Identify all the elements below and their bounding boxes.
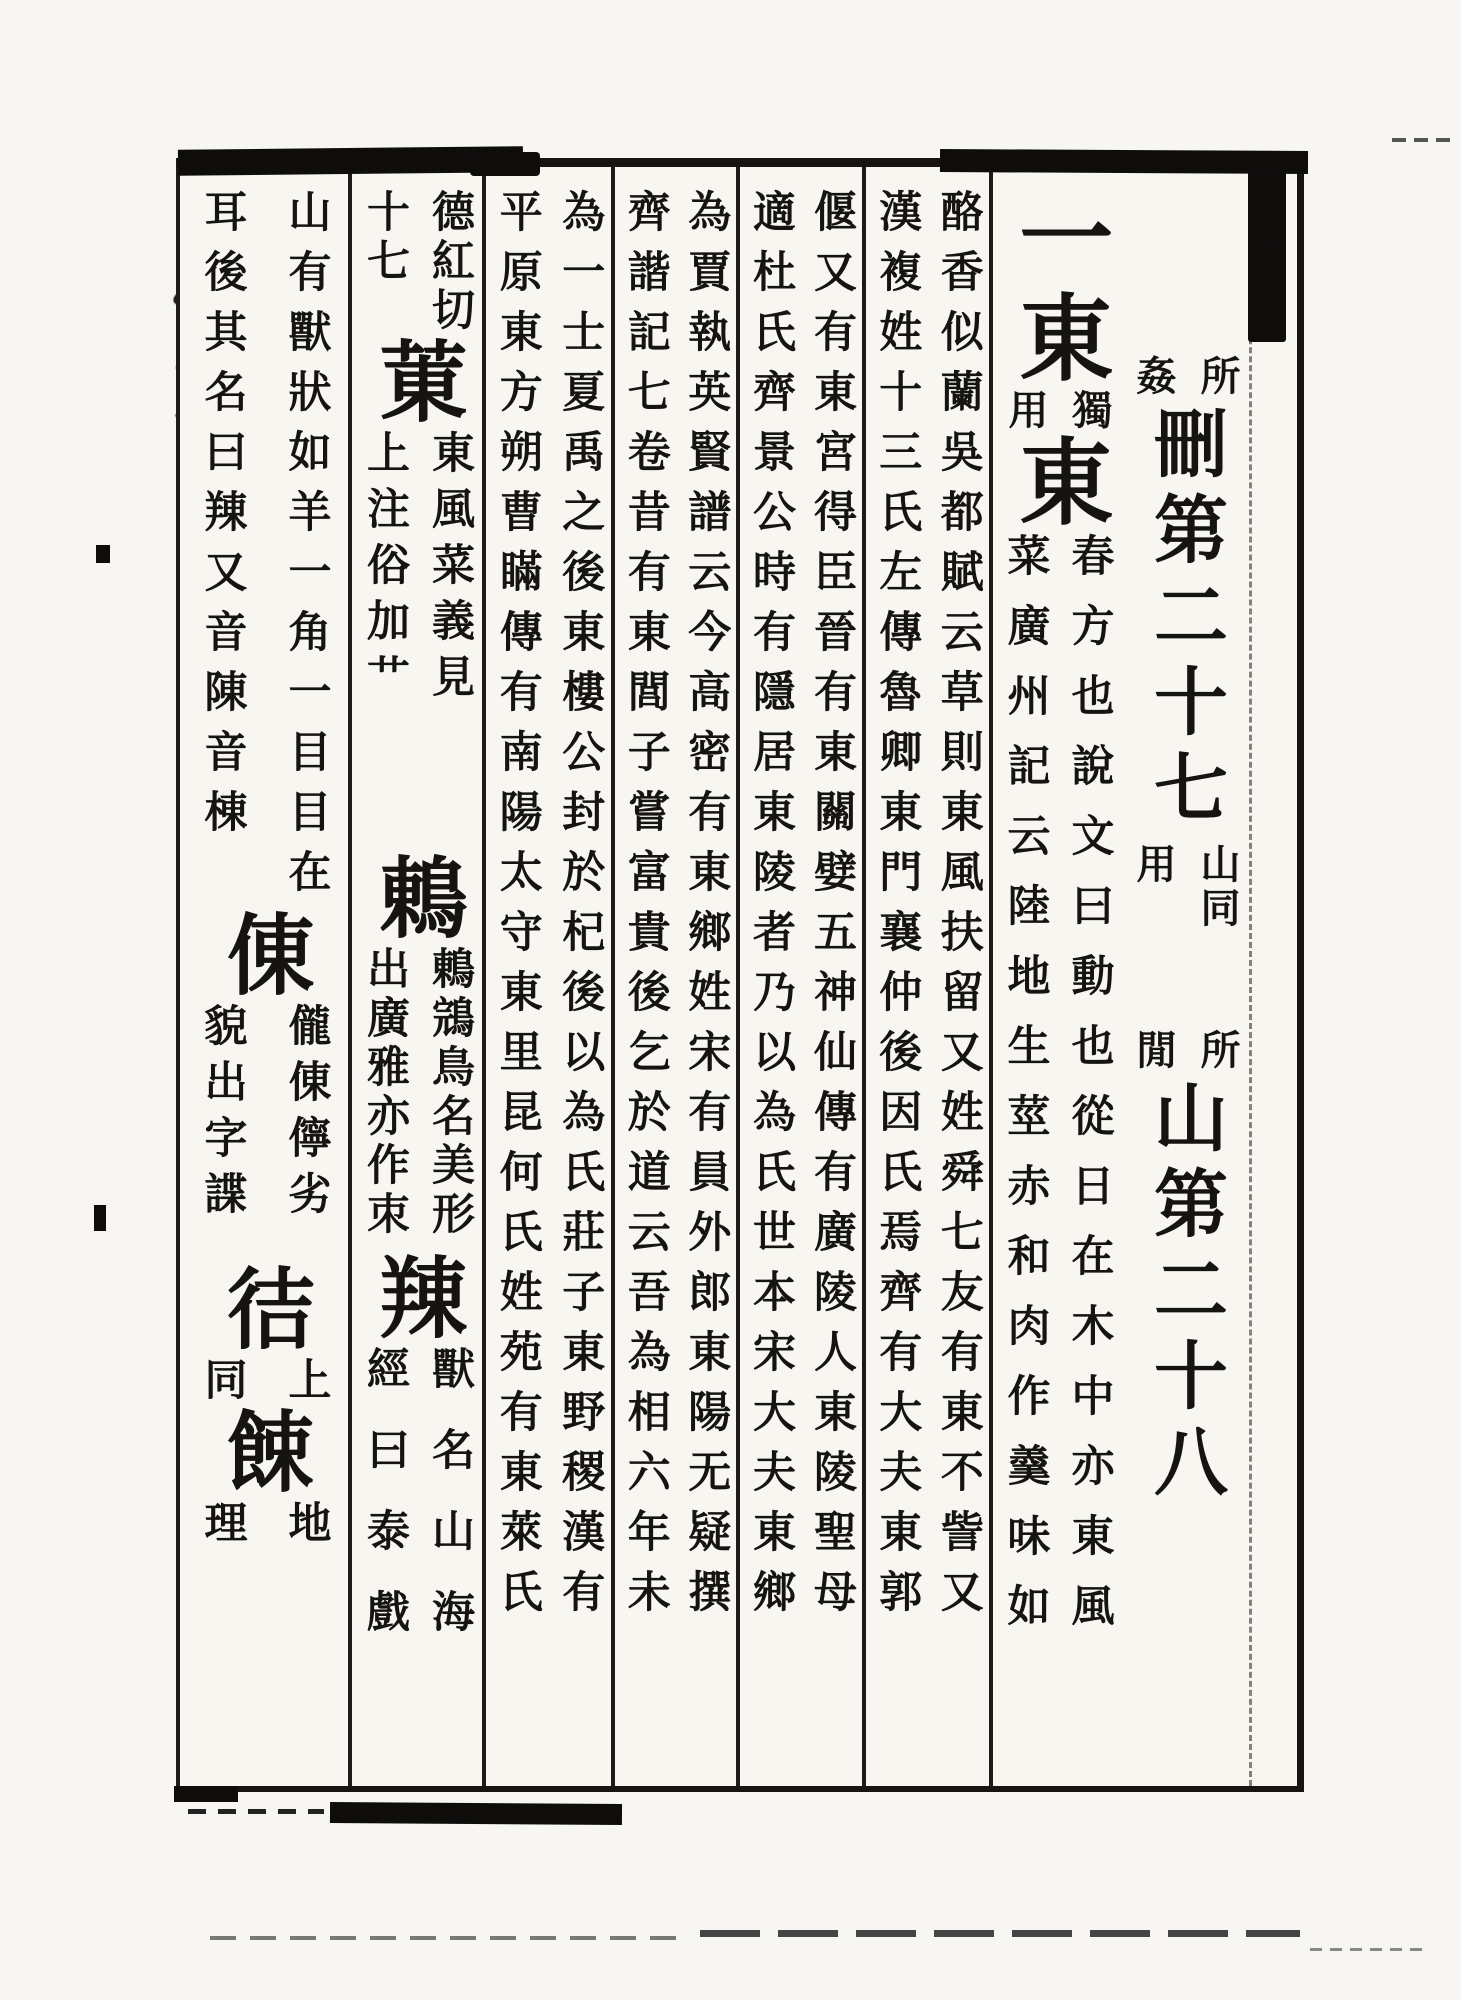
gloss-line-right: 儱倲儜劣 <box>281 1003 332 1227</box>
gloss-pair <box>180 1003 348 1227</box>
gloss-pair <box>352 430 482 710</box>
headword-char: 㣟 <box>212 1263 317 1357</box>
headword-char: 菄 <box>365 336 470 430</box>
gloss-line-left: 菜廣州記云陸地生莖赤和肉作羹味如 <box>1000 533 1051 1653</box>
rhyme-index-entry <box>1121 355 1249 937</box>
scan-dash-bottom-3 <box>1310 1948 1430 1951</box>
gloss-line-left: 用 <box>1002 389 1049 433</box>
gloss-line-left: 貌出字諜 <box>197 1003 248 1227</box>
ink-bar-artifact <box>1248 164 1286 342</box>
column-yidong-heading <box>989 167 1121 1786</box>
gloss-line-right: 德紅切 <box>425 189 475 336</box>
scan-edge-mark-1 <box>96 545 110 563</box>
scan-dash-top-right <box>1392 138 1458 142</box>
note-right: 山同 <box>1194 843 1241 931</box>
gloss-pair <box>993 389 1121 433</box>
gloss-line-left: 經曰泰戲 <box>360 1346 410 1670</box>
headword-char: 東 <box>1002 289 1113 389</box>
ink-smear-top-left-2 <box>470 152 540 176</box>
headword-char: 東 <box>1002 433 1113 533</box>
ink-smear-top-right <box>940 149 1308 174</box>
headword-char: 倲 <box>212 909 317 1003</box>
gloss-line-right: 偃又有東宮得臣晉有東關嬖五神仙傳有廣陵人東陵聖母 <box>807 189 857 1629</box>
gloss-pair <box>993 533 1121 1653</box>
gloss-line-right: 鶇鵍鳥名美形 <box>425 946 475 1240</box>
column-gloss-2 <box>862 167 989 1786</box>
column-gloss-3 <box>736 167 862 1786</box>
page-frame <box>176 158 1304 1792</box>
gloss-line-left: 耳後其名曰䍶又音陳音棟 <box>197 189 248 849</box>
column-gloss-4 <box>611 167 736 1786</box>
gloss-line-left: 平原東方朔曹瞞傳有南陽太守東里昆何氏姓苑有東萊氏 <box>492 189 543 1629</box>
fanqie-left: 姦 <box>1130 355 1177 399</box>
column-entries-1 <box>348 167 482 1786</box>
ink-dot <box>1276 240 1283 247</box>
gloss-line-right: 山有獸狀如羊一角一目目在 <box>281 189 332 909</box>
gloss-pair <box>866 189 989 1629</box>
scan-edge-mark-2 <box>94 1205 106 1231</box>
gloss-line-right: 獸名山海 <box>425 1346 475 1670</box>
rhyme-index-entry <box>1121 1029 1249 1509</box>
ink-dash-bottom-left <box>188 1809 324 1814</box>
gloss-line-left: 齊諧記七卷昔有東閭子嘗富貴後乞於道云吾為相六年未 <box>620 189 671 1629</box>
gloss-line-right: 為賈執英賢譜云今高密有東鄉姓宋有員外郎東陽无疑撰 <box>681 189 732 1629</box>
rhyme-name: 刪第二十七 <box>1142 405 1228 835</box>
ink-corner-bottom-left <box>174 1786 238 1802</box>
ink-smear-bottom <box>330 1802 622 1825</box>
rhyme-usage-note <box>1121 843 1249 931</box>
headword-char: 鶇 <box>365 852 470 946</box>
rhyme-name: 山第二十八 <box>1142 1079 1228 1509</box>
gloss-line-right: 東風菜義見 <box>425 430 475 710</box>
fanqie-right: 所 <box>1194 1029 1241 1073</box>
headword-char: 䍶 <box>365 1252 470 1346</box>
gloss-pair <box>740 189 862 1629</box>
gloss-line-right: 上 <box>281 1357 332 1406</box>
column-entries-2 <box>176 167 348 1786</box>
note-left: 用 <box>1130 843 1177 887</box>
gloss-pair <box>352 189 482 336</box>
gloss-line-left: 十七 <box>360 189 410 287</box>
scan-dash-bottom-2 <box>700 1930 1300 1937</box>
gloss-pair <box>615 189 736 1629</box>
gloss-line-right: 地 <box>281 1500 332 1549</box>
headword-char: 一 <box>1002 189 1113 289</box>
gloss-line-right: 獨 <box>1066 389 1113 433</box>
gloss-line-left: 適杜氏齊景公時有隱居東陵者乃以為氏世本宋大夫東鄉 <box>746 189 796 1629</box>
gloss-line-right: 春方也說文曰動也從日在木中亦東風 <box>1064 533 1115 1653</box>
gloss-pair <box>352 1346 482 1670</box>
gutter-column <box>1249 167 1297 1786</box>
gloss-pair <box>352 946 482 1240</box>
gloss-line-right: 為一士夏禹之後東樓公封於杞後以為氏莊子東野稷漢有 <box>555 189 606 1629</box>
gloss-pair <box>180 1500 348 1549</box>
fanqie-right: 所 <box>1194 355 1241 399</box>
gloss-line-left: 出廣雅亦作朿 <box>360 946 410 1240</box>
column-gloss-5 <box>482 167 611 1786</box>
fanqie-left: 閒 <box>1130 1029 1177 1073</box>
fanqie-annotation <box>1121 355 1249 399</box>
gloss-line-left: 漢複姓十三氏左傳魯卿東門襄仲後因氏焉齊有大夫東郭 <box>872 189 923 1629</box>
gloss-line-right: 酪香似蘭吳都賦云草則東風扶留又姓舜七友有東不訾又 <box>933 189 984 1629</box>
fanqie-annotation <box>1121 1029 1249 1073</box>
rhyme-index-column <box>1121 167 1249 1786</box>
text-columns <box>176 167 1297 1786</box>
gloss-pair <box>180 189 348 909</box>
gloss-pair <box>180 1357 348 1406</box>
headword-char: 餗 <box>212 1406 317 1500</box>
gloss-line-left: 上注俗加艹 <box>360 430 410 710</box>
gloss-pair <box>486 189 611 1629</box>
gloss-line-left: 同 <box>197 1357 248 1406</box>
gloss-line-left: 理 <box>197 1500 248 1549</box>
scan-dash-bottom-1 <box>210 1936 680 1940</box>
